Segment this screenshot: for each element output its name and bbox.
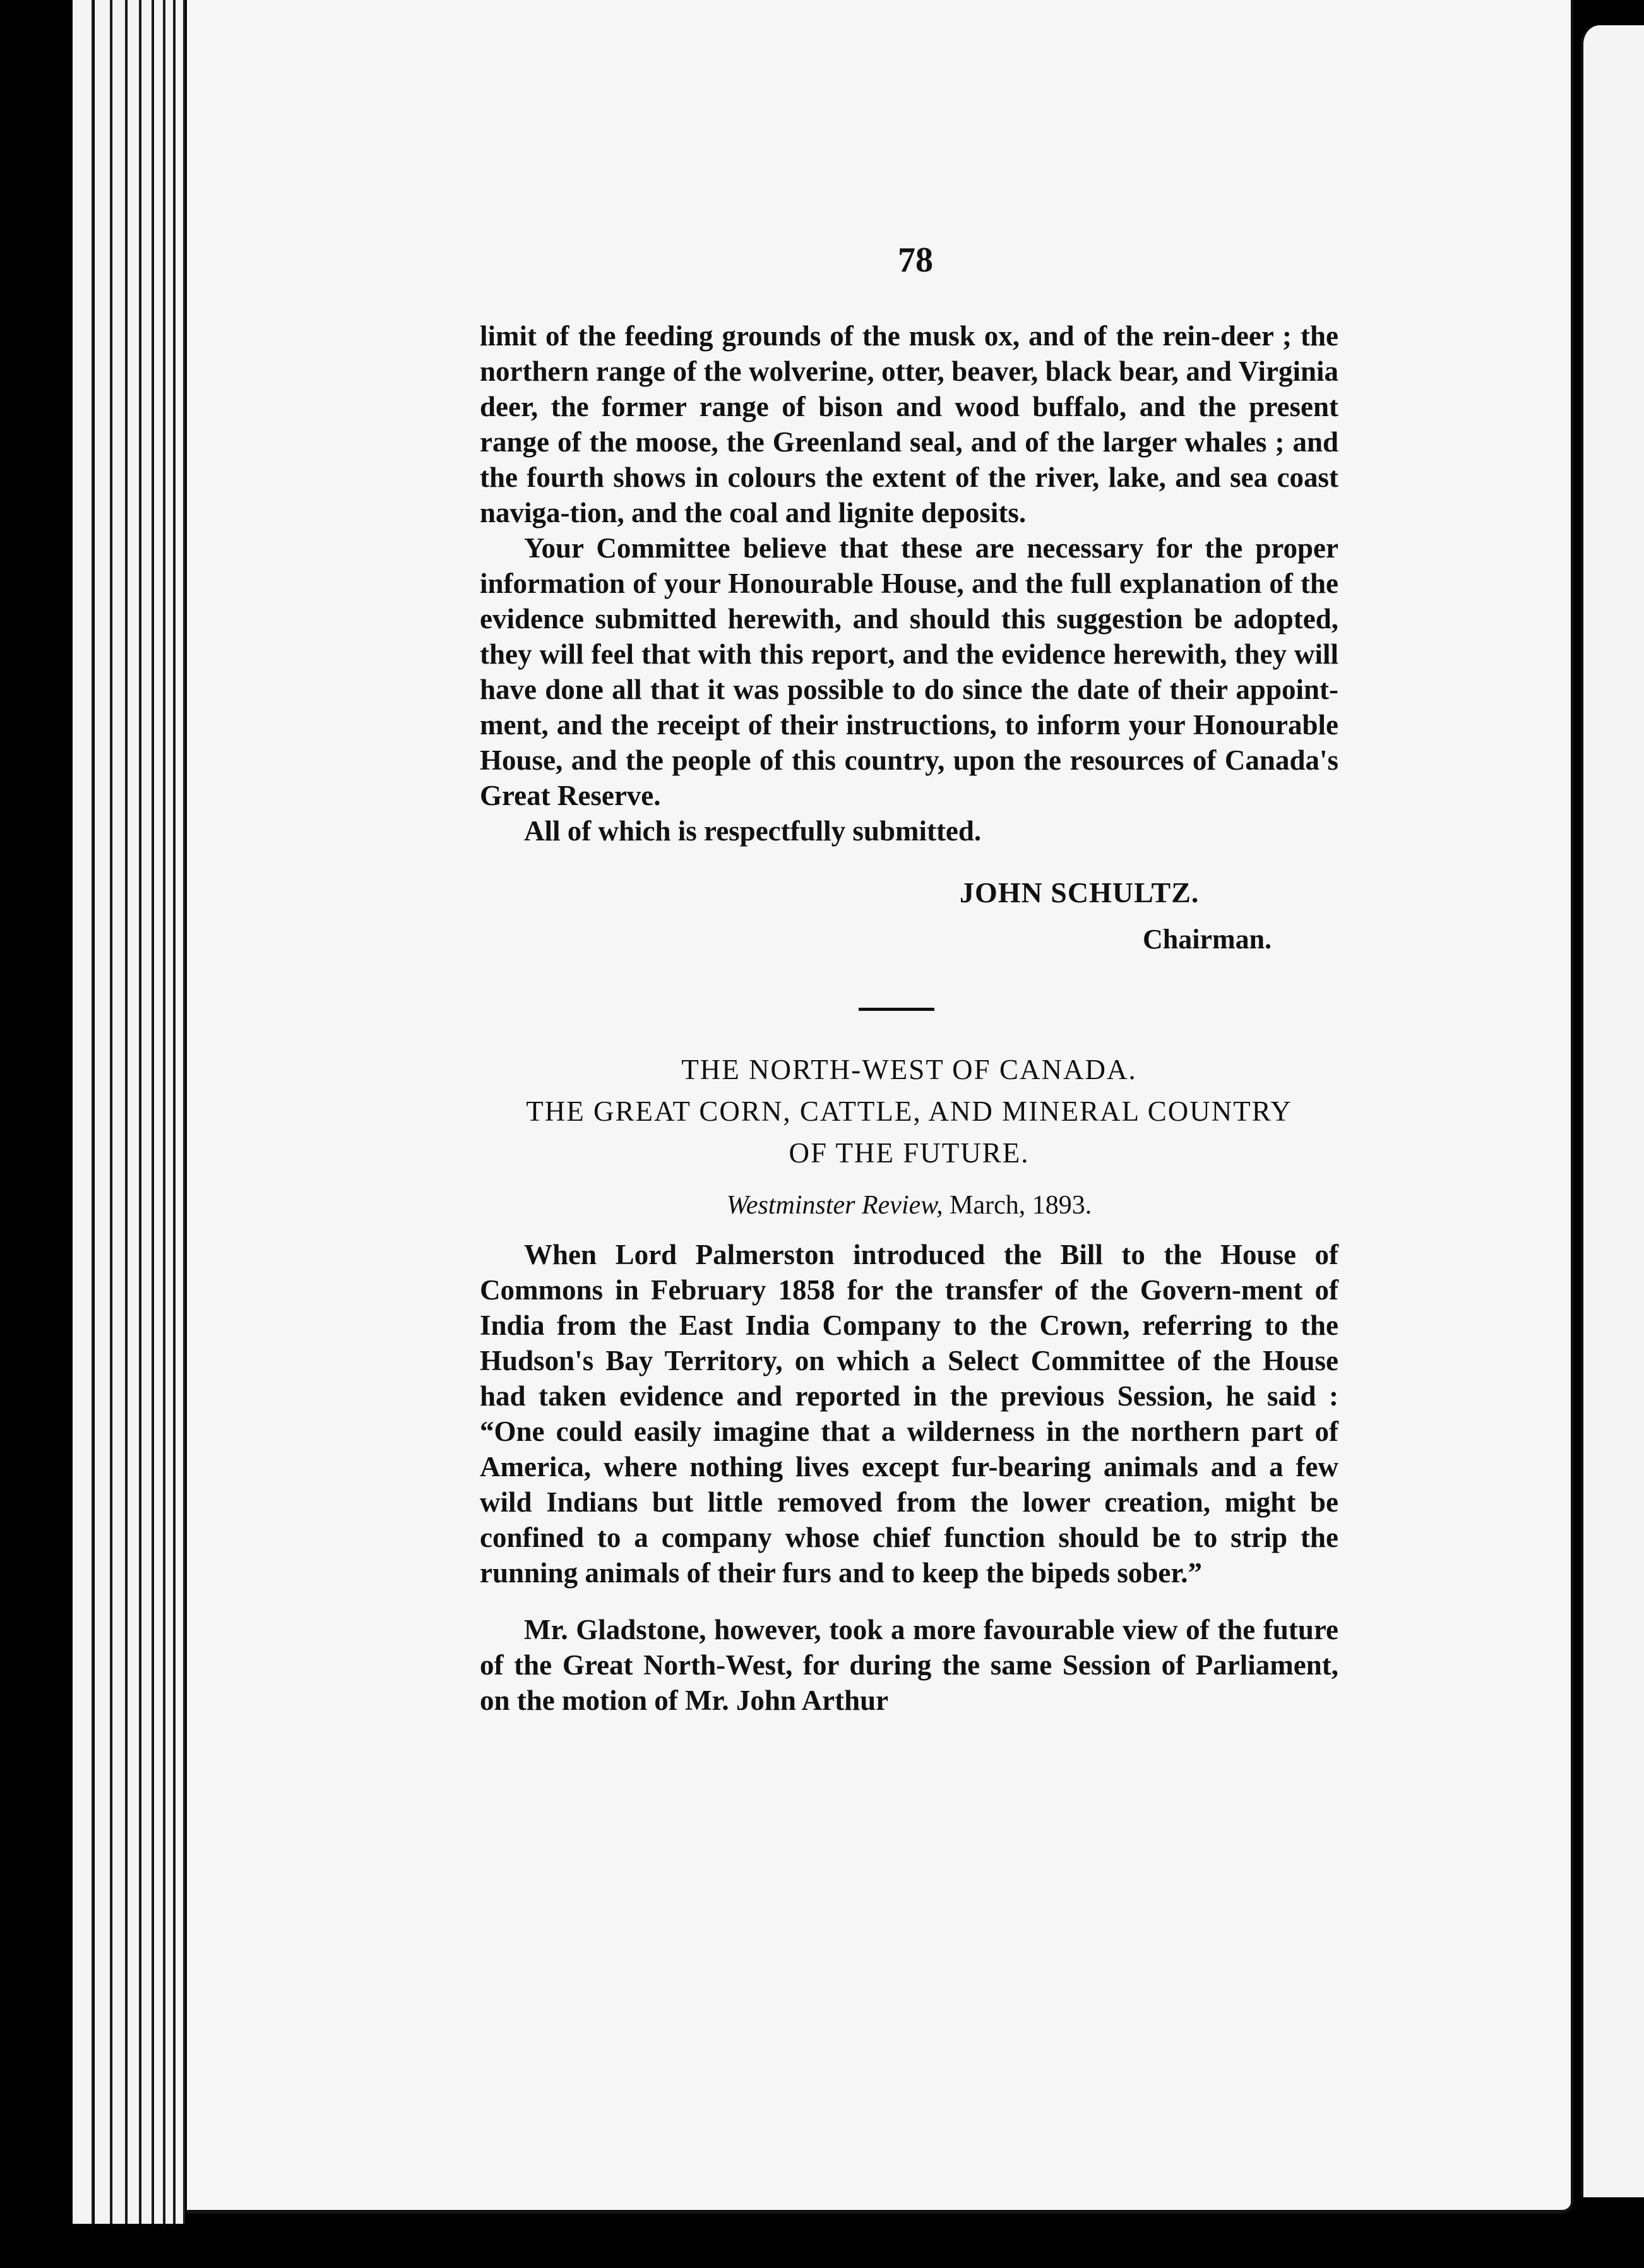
article-paragraph-1: When Lord Palmerston introduced the Bill to the House of Commons in February 1858 for the transfer of the Govern-ment of India from the East India Company to the Crown, referring to the Hudson's Bay Territory, on which a Select Committee of the House had taken evidence and reported in the previous Session, he said : “One could easily imagine that a wilderness in the northern part of America, where nothing lives except fur-bearing animals and a few wild Indians but little removed from the lower creation, might be confined to a company whose chief function should be to strip the running animals of their furs and to keep the bipeds sober.”	[480, 1239, 1338, 1589]
page-edge	[165, 0, 175, 2224]
page-text-block	[480, 240, 1338, 1718]
source-publication: Westminster Review,	[726, 1191, 943, 1220]
page-edge	[112, 0, 127, 2224]
article-source	[480, 1186, 1338, 1224]
signature-title: Chairman.	[1143, 924, 1272, 955]
facing-page-edge	[1581, 25, 1644, 2197]
section-divider	[859, 1008, 934, 1011]
source-date: March, 1893.	[950, 1191, 1092, 1220]
page-edge	[154, 0, 165, 2224]
signature-name: JOHN SCHULTZ.	[960, 876, 1200, 909]
article-heading-line-3: OF THE FUTURE.	[789, 1137, 1030, 1169]
article-paragraph-2: Mr. Gladstone, however, took a more favourable view of the future of the Great North-West, for during the same Session of Parliament, on the motion of Mr. John Arthur	[480, 1614, 1338, 1716]
page-edge	[141, 0, 153, 2224]
page-number: 78	[898, 241, 933, 280]
report-paragraph-2: Your Committee believe that these are necessary for the proper information of your Honourable House, and the full explanation of the evidence submitted herewith, and should this suggestion be adopted, they will feel that with this report, and the evidence herewith, they will have done all that it was possible to do since the date of their appoint-ment, and the receipt of their instructions, to inform your Honourable House, and the people of this country, upon the resources of Canada's Great Reserve.	[480, 532, 1338, 811]
page-edge	[73, 0, 93, 2224]
page-edge	[128, 0, 141, 2224]
article-heading-line-2: THE GREAT CORN, CATTLE, AND MINERAL COUNTRY	[526, 1095, 1292, 1127]
report-paragraph-3: All of which is respectfully submitted.	[524, 815, 982, 847]
report-paragraph-1: limit of the feeding grounds of the musk ox, and of the rein-deer ; the northern range of the wolverine, otter, beaver, black bear, and Virginia deer, the former range of bison and wood buffalo, and the present range of the moose, the Greenland seal, and of the larger whales ; and the fourth shows in colours the extent of the river, lake, and sea coast naviga-tion, and the coal and lignite deposits.	[480, 320, 1338, 528]
page-edge	[95, 0, 112, 2224]
article-heading-line-1: THE NORTH-WEST OF CANADA.	[681, 1054, 1137, 1085]
page-edge	[176, 0, 185, 2224]
